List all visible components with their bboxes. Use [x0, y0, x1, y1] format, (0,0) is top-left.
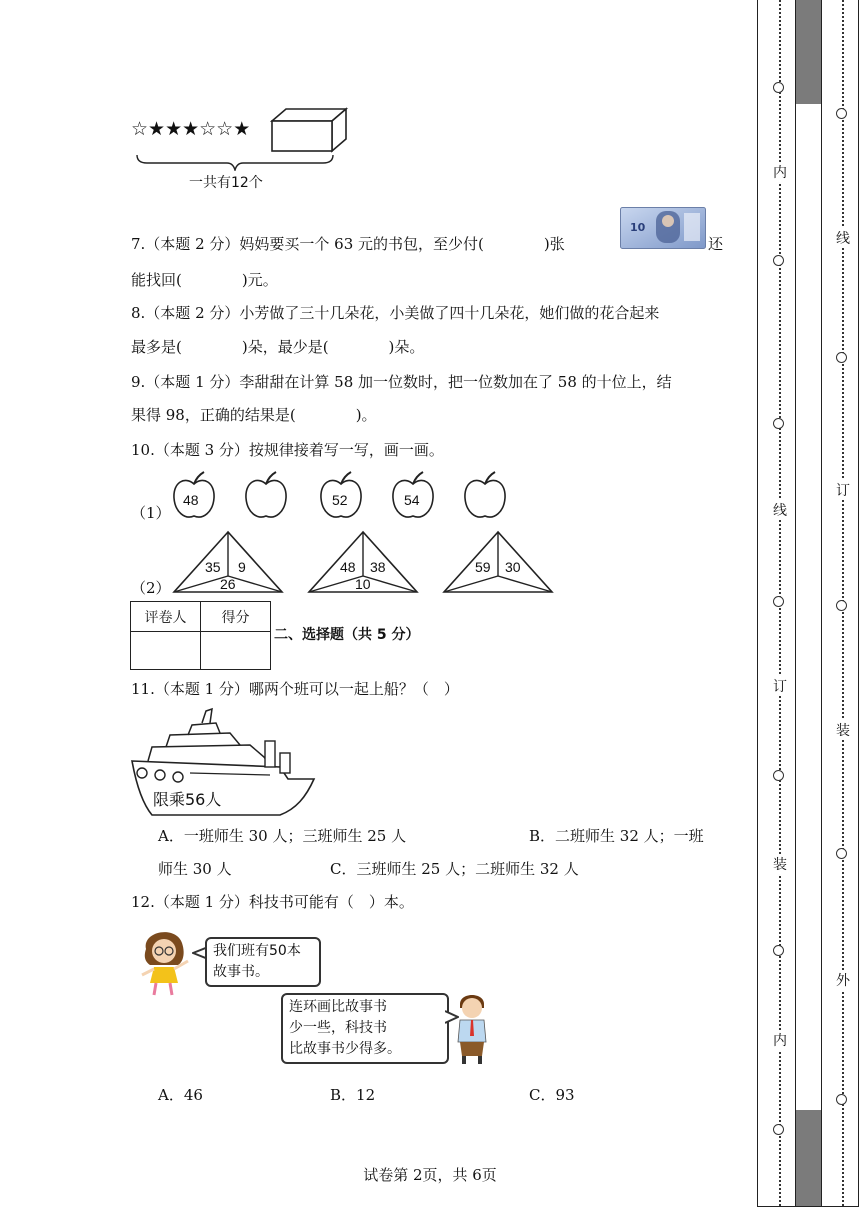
sidebar-outer-char: 装: [836, 720, 850, 740]
q10-title: 10.（本题 3 分）按规律接着写一写，画一画。: [131, 441, 444, 459]
girl-character-icon: [136, 925, 192, 997]
punch-hole-icon: [773, 82, 784, 93]
grader-cell[interactable]: [131, 632, 201, 670]
triangle-right-value: 30: [505, 559, 521, 575]
sidebar-outer-char: 外: [836, 970, 850, 990]
banknote-10-yuan-icon: [620, 207, 706, 249]
triangle-left-value: 59: [475, 559, 491, 575]
q8-line2: 最多是( )朵，最少是( )朵。: [131, 338, 425, 356]
boy-speech-bubble: [281, 993, 449, 1064]
triangle-left-value: 48: [340, 559, 356, 575]
cuboid-figure: [270, 107, 350, 155]
q9-line1: 9.（本题 1 分）李甜甜在计算 58 加一位数时，把一位数加在了 58 的十位上，结: [131, 373, 672, 391]
sidebar-inner-char: 订: [773, 676, 787, 696]
apple-number: 52: [332, 492, 348, 508]
boy-bubble-line2: 少一些，科技书: [289, 1020, 387, 1036]
triangle-bottom-value: 10: [355, 576, 371, 592]
binding-sidebar: [757, 0, 860, 1216]
score-cell[interactable]: [201, 632, 271, 670]
girl-bubble-line2: 故事书。: [213, 964, 269, 980]
gray-band-top: [795, 0, 821, 104]
sidebar-outer-char: 线: [836, 228, 850, 248]
punch-hole-icon: [773, 770, 784, 781]
star-sequence: ☆★★★☆☆★: [131, 118, 251, 140]
punch-hole-icon: [836, 600, 847, 611]
q10-label2: （2）: [131, 579, 171, 597]
q11-option-c[interactable]: C．三班师生 25 人；二班师生 32 人: [330, 860, 579, 878]
boy-bubble-line3: 比故事书少得多。: [289, 1041, 401, 1057]
girl-speech-bubble: [205, 937, 321, 987]
sidebar-inner-char: 内: [773, 1030, 787, 1050]
boy-character-icon: [452, 990, 492, 1068]
girl-bubble-line1: 我们班有50本: [213, 943, 301, 959]
q12-option-b[interactable]: B．12: [330, 1086, 376, 1104]
q12-option-a[interactable]: A．46: [158, 1086, 203, 1104]
sidebar-inner-char: 线: [773, 500, 787, 520]
triangle-bottom-value: 26: [220, 576, 236, 592]
triangle-right-value: 38: [370, 559, 386, 575]
punch-hole-icon: [836, 848, 847, 859]
inner-rule: [821, 0, 822, 1206]
punch-hole-icon: [773, 945, 784, 956]
sidebar-inner-char: 装: [773, 854, 787, 874]
punch-hole-icon: [773, 418, 784, 429]
q10-label1: （1）: [131, 504, 171, 522]
q11-option-b-continued: 师生 30 人: [158, 860, 232, 878]
score-table: [130, 601, 271, 670]
q11-option-b[interactable]: B．二班师生 32 人；一班: [529, 827, 704, 845]
q9-line2: 果得 98，正确的结果是( )。: [131, 406, 377, 424]
triangle-left-value: 35: [205, 559, 221, 575]
sidebar-inner-char: 内: [773, 162, 787, 182]
gray-band-bottom: [795, 1110, 821, 1206]
q11-title: 11.（本题 1 分）哪两个班可以一起上船？（ ）: [131, 680, 459, 698]
sidebar-outer-char: 订: [836, 480, 850, 500]
apple-number: 54: [404, 492, 420, 508]
boy-bubble-line1: 连环画比故事书: [289, 999, 387, 1015]
q7-line1: 7.（本题 2 分）妈妈要买一个 63 元的书包，至少付( )张: [131, 235, 565, 253]
svg-text:10: 10: [630, 221, 646, 234]
score-label: 得分: [201, 602, 271, 632]
ship-capacity-label: 限乘56人: [153, 790, 222, 809]
inner-rule: [795, 0, 796, 1206]
q12-title: 12.（本题 1 分）科技书可能有（ ）本。: [131, 893, 414, 911]
brace: [135, 153, 335, 171]
punch-hole-icon: [773, 255, 784, 266]
triangle-right-value: 9: [238, 559, 246, 575]
q12-option-c[interactable]: C．93: [529, 1086, 575, 1104]
punch-hole-icon: [773, 1124, 784, 1135]
punch-hole-icon: [773, 596, 784, 607]
brace-label: 一共有12个: [189, 175, 263, 191]
q7-line2: 能找回( )元。: [131, 271, 278, 289]
q8-line1: 8.（本题 2 分）小芳做了三十几朵花，小美做了四十几朵花，她们做的花合起来: [131, 304, 660, 322]
q11-option-a[interactable]: A．一班师生 30 人；三班师生 25 人: [158, 827, 407, 845]
page-footer: 试卷第 2页，共 6页: [363, 1166, 497, 1184]
punch-hole-icon: [836, 108, 847, 119]
grader-label: 评卷人: [131, 602, 201, 632]
section-title: 二、选择题（共 5 分）: [274, 627, 420, 643]
apple-number: 48: [183, 492, 199, 508]
punch-hole-icon: [836, 1094, 847, 1105]
number-triangle: [442, 530, 554, 594]
q7-line1-end: 还: [708, 235, 724, 253]
apple-icon: [243, 470, 289, 522]
apple-icon: [462, 470, 508, 522]
punch-hole-icon: [836, 352, 847, 363]
